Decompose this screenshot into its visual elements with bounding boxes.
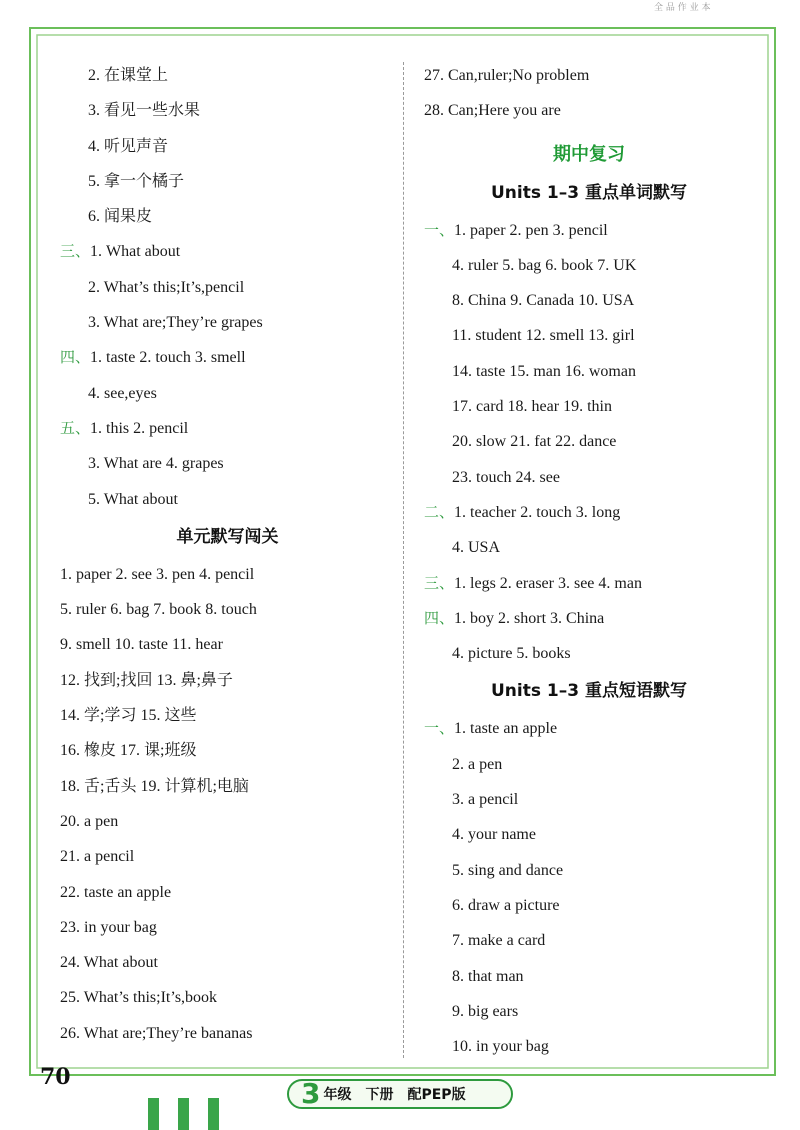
words-heading: Units 1–3 重点单词默写: [491, 182, 687, 203]
answer-text: 5. 拿一个橘子: [88, 172, 185, 190]
answer-line: [424, 424, 754, 459]
answer-text: 1. teacher 2. touch 3. long: [454, 503, 621, 521]
answer-text: 17. card 18. hear 19. thin: [452, 398, 612, 416]
section-marker: 四、: [60, 348, 91, 367]
answer-text: 4. ruler 5. bag 6. book 7. UK: [452, 256, 637, 274]
footer-stripe: [178, 1098, 189, 1130]
answer-text: 5. What about: [88, 490, 178, 508]
answer-text: 14. taste 15. man 16. woman: [452, 362, 636, 380]
answer-line: [424, 601, 754, 636]
page-number: 70: [40, 1064, 71, 1090]
answer-line: [424, 888, 754, 923]
answer-text: 4. picture 5. books: [452, 645, 571, 663]
answer-line: [424, 1029, 754, 1064]
grade-badge: [287, 1079, 513, 1109]
answer-line: [424, 318, 754, 353]
answer-text: 3. a pencil: [452, 791, 519, 809]
answer-text: 9. big ears: [452, 1002, 519, 1020]
answer-text: 4. USA: [452, 539, 501, 557]
answer-line: [424, 213, 754, 248]
footer-stripe: [148, 1098, 159, 1130]
answer-text: 1. this 2. pencil: [90, 419, 189, 437]
answer-line: [60, 340, 395, 375]
answer-text: 1. taste an apple: [454, 720, 558, 738]
answer-line: 14. 学;学习 15. 这些: [60, 707, 197, 725]
answer-line: [424, 566, 754, 601]
answer-line: [60, 234, 395, 269]
right-column: [424, 58, 754, 1064]
answer-text: 4. your name: [452, 826, 536, 844]
answer-line: 12. 找到;找回 13. 鼻;鼻子: [60, 671, 233, 689]
section-marker: 一、: [424, 719, 455, 738]
grade-number: 3: [301, 1077, 321, 1110]
grade-label: 年级: [323, 1087, 352, 1103]
answer-line: 16. 橡皮 17. 课;班级: [60, 742, 197, 760]
answer-line: [60, 411, 395, 446]
footer-stripe: [208, 1098, 219, 1130]
answer-text: 4. 听见声音: [88, 137, 169, 155]
answer-text: 5. sing and dance: [452, 861, 564, 879]
answer-line: 21. a pencil: [60, 848, 135, 866]
answer-line: [424, 248, 754, 283]
answer-line: 24. What about: [60, 954, 158, 972]
answer-text: 1. What about: [90, 243, 181, 261]
answer-line: [424, 495, 754, 530]
answer-line: [424, 283, 754, 318]
answer-line: [60, 164, 395, 199]
answer-line: [424, 817, 754, 852]
answer-line: [60, 376, 395, 411]
answer-line: [424, 460, 754, 495]
answer-line: 26. What are;They’re bananas: [60, 1024, 253, 1042]
midterm-title: 期中复习: [553, 143, 625, 165]
answer-text: 7. make a card: [452, 932, 546, 950]
answer-text: 1. legs 2. eraser 3. see 4. man: [454, 574, 642, 592]
answer-text: 2. What’s this;It’s,pencil: [88, 278, 245, 296]
answer-line: 20. a pen: [60, 812, 119, 830]
answer-line: [424, 782, 754, 817]
answer-line: [60, 199, 395, 234]
answer-line: [424, 923, 754, 958]
answer-text: 10. in your bag: [452, 1038, 549, 1056]
answer-line: [60, 270, 395, 305]
answer-line: [60, 129, 395, 164]
answer-line: [424, 994, 754, 1029]
answer-line: [60, 58, 395, 93]
answer-text: 8. that man: [452, 967, 524, 985]
answer-text: 11. student 12. smell 13. girl: [452, 327, 635, 345]
answer-line: 27. Can,ruler;No problem: [424, 67, 590, 84]
answer-text: 1. paper 2. pen 3. pencil: [454, 221, 608, 239]
answer-line: [60, 93, 395, 128]
answer-text: 1. boy 2. short 3. China: [454, 609, 605, 627]
answer-line: 28. Can;Here you are: [424, 102, 561, 120]
answer-text: 6. 闻果皮: [88, 208, 153, 226]
column-divider: [403, 62, 404, 1058]
answer-text: 2. 在课堂上: [88, 67, 169, 84]
answer-text: 4. see,eyes: [88, 384, 157, 402]
answer-line: 5. ruler 6. bag 7. book 8. touch: [60, 601, 257, 619]
answer-text: 3. What are;They’re grapes: [88, 314, 263, 332]
section-marker: 一、: [424, 220, 455, 239]
answer-line: 23. in your bag: [60, 918, 157, 936]
answer-line: 9. smell 10. taste 11. hear: [60, 636, 223, 654]
answer-line: [60, 482, 395, 517]
answer-line: [424, 530, 754, 565]
term-label: 下册: [365, 1087, 394, 1103]
answer-line: 25. What’s this;It’s,book: [60, 989, 218, 1007]
answer-text: 1. taste 2. touch 3. smell: [90, 349, 246, 367]
answer-text: 3. What are 4. grapes: [88, 455, 224, 473]
phrases-heading: Units 1–3 重点短语默写: [491, 681, 687, 702]
answer-text: 8. China 9. Canada 10. USA: [452, 292, 635, 310]
answer-line: [424, 636, 754, 671]
answer-line: [60, 446, 395, 481]
answer-line: [424, 853, 754, 888]
answer-text: 6. draw a picture: [452, 896, 560, 914]
section-marker: 四、: [424, 608, 455, 627]
answer-text: 23. touch 24. see: [452, 468, 560, 486]
answer-line: 18. 舌;舌头 19. 计算机;电脑: [60, 777, 249, 795]
answer-text: 3. 看见一些水果: [88, 102, 201, 120]
section-marker: 五、: [60, 418, 91, 437]
section-heading: 单元默写闯关: [176, 526, 279, 547]
answer-line: 1. paper 2. see 3. pen 4. pencil: [60, 565, 255, 583]
answer-line: 22. taste an apple: [60, 883, 172, 901]
edition-label: 配PEP版: [407, 1087, 466, 1103]
section-marker: 三、: [60, 242, 91, 261]
left-column: [60, 58, 395, 1051]
section-marker: 二、: [424, 502, 455, 521]
header-text: 全 品 作 业 本: [654, 3, 711, 13]
answer-line: [424, 959, 754, 994]
section-marker: 三、: [424, 573, 455, 592]
answer-line: [424, 747, 754, 782]
answer-line: [424, 354, 754, 389]
answer-line: [60, 305, 395, 340]
answer-text: 2. a pen: [452, 755, 503, 773]
answer-text: 20. slow 21. fat 22. dance: [452, 433, 617, 451]
answer-line: [424, 711, 754, 746]
answer-line: [424, 389, 754, 424]
